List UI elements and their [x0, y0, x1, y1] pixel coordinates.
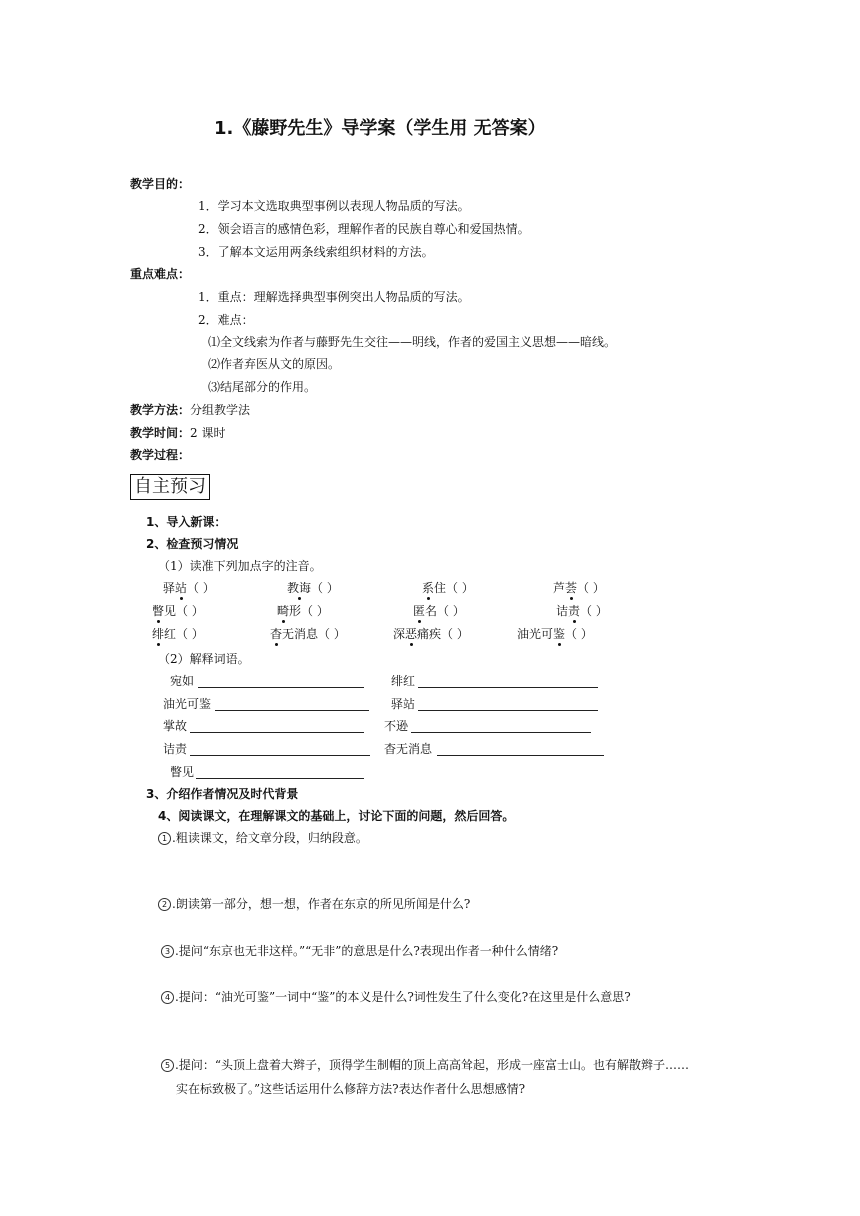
section-box: 自主预习 [130, 474, 210, 500]
keypoint-sub: ⑶结尾部分的作用。 [208, 380, 317, 394]
vocab-term: 不逊 [384, 719, 409, 733]
answer-line[interactable] [411, 732, 591, 733]
keypoint-item: 1．重点：理解选择典型事例突出人物品质的写法。 [198, 290, 470, 304]
answer-line[interactable] [198, 687, 364, 688]
question-number: 5 [161, 1059, 174, 1072]
question-item [161, 989, 631, 1005]
question-number: 3 [161, 945, 174, 958]
process-label: 教学过程： [130, 448, 191, 462]
pinyin-item: 杳无消息（ ） [270, 627, 346, 641]
vocab-term: 诘责 [163, 742, 188, 756]
vocab-term: 杳无消息 [384, 742, 433, 756]
method-label: 教学方法： [130, 403, 191, 417]
method-value: 分组教学法 [190, 403, 251, 417]
answer-line[interactable] [418, 687, 598, 688]
question-item [158, 830, 368, 846]
step-sub: （1）读准下列加点字的注音。 [158, 559, 322, 573]
vocab-term: 瞥见 [170, 765, 195, 779]
page-title: 1.《藤野先生》导学案（学生用 无答案） [214, 118, 546, 139]
question-number: 1 [158, 832, 171, 845]
vocab-term: 掌故 [163, 719, 188, 733]
vocab-term: 宛如 [170, 674, 195, 688]
keypoint-sub: ⑴全文线索为作者与藤野先生交往——明线，作者的爱国主义思想——暗线。 [208, 335, 617, 349]
pinyin-item: 教诲（ ） [287, 581, 339, 595]
keypoints-heading: 重点难点： [130, 267, 191, 281]
question-text: .提问“东京也无非这样。”“无非”的意思是什么?表现出作者一种什么情绪? [175, 944, 559, 958]
time-value: 2 课时 [190, 426, 226, 440]
answer-line[interactable] [190, 755, 370, 756]
pinyin-item: 深恶痛疾（ ） [393, 627, 469, 641]
step-heading: 4、阅读课文，在理解课文的基础上，讨论下面的问题，然后回答。 [158, 809, 515, 823]
pinyin-item: 诘责（ ） [556, 604, 608, 618]
pinyin-item: 畸形（ ） [277, 604, 329, 618]
question-number: 2 [158, 898, 171, 911]
question-text-cont: 实在标致极了。”这些话运用什么修辞方法?表达作者什么思想感情? [176, 1082, 526, 1096]
question-text: .提问：“油光可鉴”一词中“鉴”的本义是什么?词性发生了什么变化?在这里是什么意思? [175, 990, 631, 1004]
time-label: 教学时间： [130, 426, 191, 440]
answer-line[interactable] [437, 755, 604, 756]
objective-item: 1．学习本文选取典型事例以表现人物品质的写法。 [198, 199, 470, 213]
objective-item: 2．领会语言的感情色彩，理解作者的民族自尊心和爱国热情。 [198, 222, 530, 236]
step-sub: （2）解释词语。 [158, 652, 250, 666]
time-line [130, 425, 225, 441]
answer-line[interactable] [418, 710, 598, 711]
question-item [158, 896, 470, 912]
pinyin-item: 驿站（ ） [163, 581, 215, 595]
objectives-heading: 教学目的： [130, 177, 191, 191]
answer-line[interactable] [196, 778, 364, 779]
pinyin-item: 油光可鉴（ ） [517, 627, 593, 641]
pinyin-item: 匿名（ ） [413, 604, 465, 618]
vocab-term: 油光可鉴 [163, 697, 212, 711]
keypoint-sub: ⑵作者弃医从文的原因。 [208, 357, 341, 371]
vocab-term: 驿站 [391, 697, 416, 711]
step-heading: 1、导入新课： [146, 515, 227, 529]
pinyin-item: 系住（ ） [422, 581, 474, 595]
question-text: .粗读课文，给文章分段，归纳段意。 [172, 831, 368, 845]
answer-line[interactable] [215, 710, 369, 711]
objective-item: 3．了解本文运用两条线索组织材料的方法。 [198, 245, 434, 259]
pinyin-item: 绯红（ ） [152, 627, 204, 641]
question-item [161, 1057, 689, 1073]
pinyin-item: 瞥见（ ） [152, 604, 204, 618]
keypoint-item: 2．难点： [198, 313, 254, 327]
step-heading: 2、检查预习情况 [146, 537, 239, 551]
question-text: .朗读第一部分，想一想，作者在东京的所见所闻是什么? [172, 897, 471, 911]
step-heading: 3、介绍作者情况及时代背景 [146, 787, 299, 801]
question-text: .提问：“头顶上盘着大辫子，顶得学生制帽的顶上高高耸起，形成一座富士山。也有解散辫子…… [175, 1058, 689, 1072]
answer-line[interactable] [190, 732, 364, 733]
pinyin-item: 芦荟（ ） [553, 581, 605, 595]
question-number: 4 [161, 991, 174, 1004]
method-line [130, 402, 250, 418]
question-item [161, 943, 558, 959]
vocab-term: 绯红 [391, 674, 416, 688]
